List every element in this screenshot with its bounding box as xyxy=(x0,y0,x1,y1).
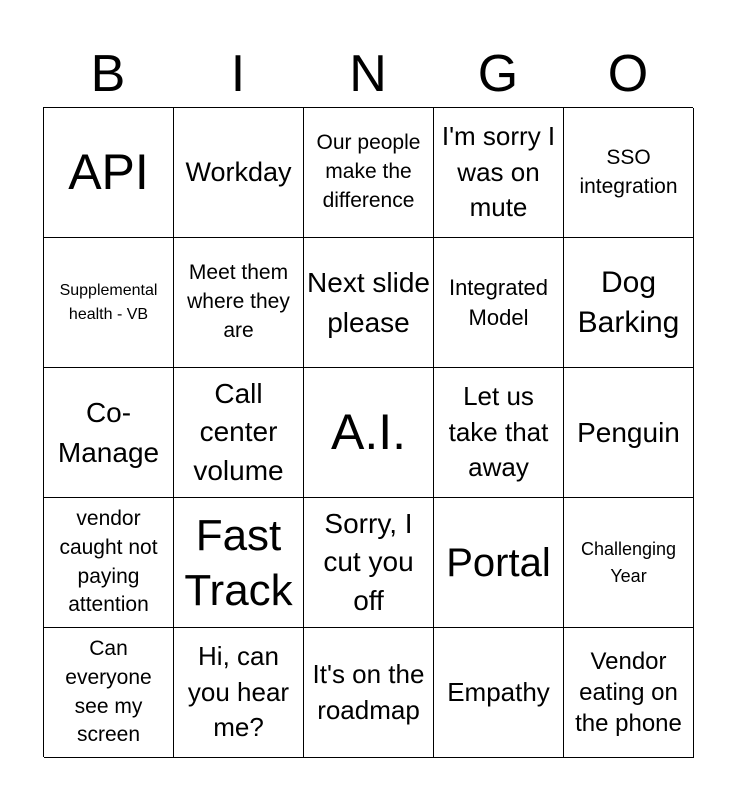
bingo-cell-text: Empathy xyxy=(447,676,550,707)
bingo-cell[interactable] xyxy=(44,238,174,368)
bingo-cell-text: SSO integration xyxy=(579,146,678,198)
bingo-cell[interactable] xyxy=(564,628,694,758)
bingo-cell-text: Meet them where they are xyxy=(187,261,290,342)
bingo-cell-text: Supplemental health - VB xyxy=(59,282,158,323)
header-letter-g: G xyxy=(477,45,519,103)
bingo-cell[interactable] xyxy=(44,108,174,238)
bingo-cell-text: vendor caught not paying attention xyxy=(59,506,158,617)
bingo-cell-text: Dog Barking xyxy=(577,265,680,339)
bingo-cell[interactable] xyxy=(174,238,304,368)
bingo-cell-text: API xyxy=(68,144,149,200)
bingo-cell[interactable] xyxy=(434,498,564,628)
bingo-cell-text: I'm sorry I was on mute xyxy=(441,120,556,223)
header-letter-i: I xyxy=(230,45,246,103)
bingo-cell[interactable] xyxy=(564,108,694,238)
bingo-cell[interactable] xyxy=(434,628,564,758)
header-letter-n: N xyxy=(349,45,387,103)
bingo-cell[interactable] xyxy=(174,108,304,238)
bingo-cell[interactable] xyxy=(174,498,304,628)
bingo-cell-text: Fast Track xyxy=(184,510,293,615)
header-letter-b: B xyxy=(90,45,126,103)
bingo-cell[interactable] xyxy=(434,368,564,498)
bingo-cell-text: Can everyone see my screen xyxy=(65,636,152,747)
bingo-cell-text: Challenging Year xyxy=(580,539,677,586)
bingo-cell[interactable] xyxy=(304,628,434,758)
bingo-cell-text: Portal xyxy=(446,540,551,585)
bingo-cell-text: Integrated Model xyxy=(448,274,549,330)
bingo-cell[interactable] xyxy=(434,238,564,368)
bingo-cell[interactable] xyxy=(174,368,304,498)
bingo-cell-text: Let us take that away xyxy=(448,380,549,483)
bingo-cell-text: Workday xyxy=(185,156,292,187)
bingo-cell-text: Next slide please xyxy=(307,267,430,338)
bingo-cell-text: Our people make the difference xyxy=(316,131,421,212)
bingo-cell[interactable] xyxy=(564,368,694,498)
bingo-cell[interactable] xyxy=(174,628,304,758)
bingo-cell[interactable] xyxy=(304,238,434,368)
bingo-cell-text: A.I. xyxy=(330,404,407,460)
bingo-grid xyxy=(43,107,693,757)
bingo-cell[interactable] xyxy=(44,628,174,758)
bingo-cell-text: Co-Manage xyxy=(57,397,160,468)
bingo-cell[interactable] xyxy=(564,238,694,368)
bingo-cell[interactable] xyxy=(44,498,174,628)
bingo-cell-text: Vendor eating on the phone xyxy=(575,647,682,738)
bingo-cell-text: It's on the roadmap xyxy=(312,659,425,725)
bingo-cell[interactable] xyxy=(304,368,434,498)
bingo-header xyxy=(43,40,693,108)
bingo-cell[interactable] xyxy=(304,108,434,238)
bingo-cell[interactable] xyxy=(304,498,434,628)
bingo-cell-text: Penguin xyxy=(577,416,680,448)
bingo-cell[interactable] xyxy=(564,498,694,628)
header-letter-o: O xyxy=(607,45,649,103)
bingo-cell-text: Call center volume xyxy=(193,377,284,486)
bingo-cell-text: Hi, can you hear me? xyxy=(187,640,290,743)
bingo-cell[interactable] xyxy=(434,108,564,238)
bingo-cell-text: Sorry, I cut you off xyxy=(323,507,414,616)
bingo-cell[interactable] xyxy=(44,368,174,498)
